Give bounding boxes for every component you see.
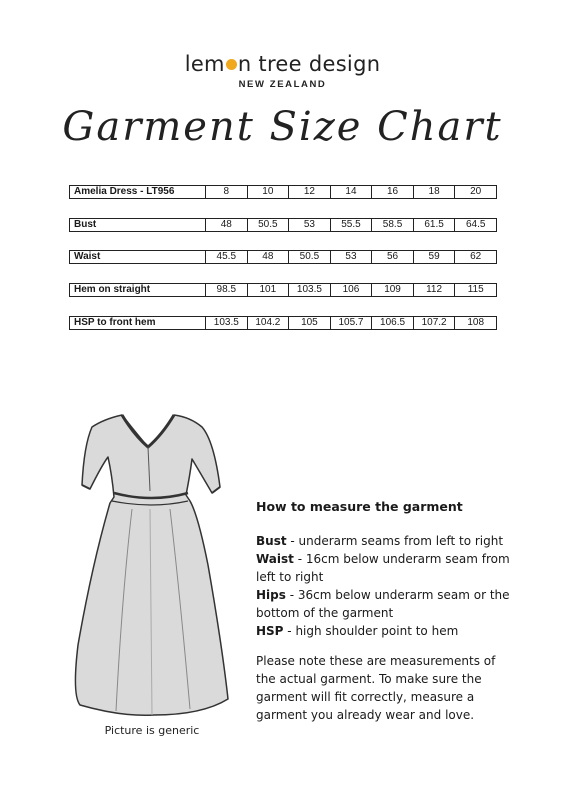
- value-cell: 105.7: [330, 317, 372, 330]
- brand-name: [0, 52, 565, 76]
- value-cell: 53: [289, 219, 331, 232]
- value-cell: 103.5: [206, 317, 248, 330]
- product-name-cell: Amelia Dress - LT956: [70, 186, 206, 199]
- value-cell: 45.5: [206, 251, 248, 264]
- lemon-dot-icon: [226, 59, 237, 70]
- value-cell: 59: [413, 251, 455, 264]
- value-cell: 50.5: [289, 251, 331, 264]
- value-cell: 106.5: [372, 317, 414, 330]
- size-cell: 18: [413, 186, 455, 199]
- value-cell: 61.5: [413, 219, 455, 232]
- row-label: Waist: [70, 251, 206, 264]
- brand-name-part2: tree design: [258, 52, 381, 76]
- table-row: [70, 317, 497, 330]
- instructions-note: Please note these are measurements of the actual garment. To make sure the garment will fit correctly, measure a garment you already wear and love.: [256, 654, 496, 722]
- size-header-table: [69, 185, 497, 199]
- instruction-text: - underarm seams from left to right: [286, 534, 504, 548]
- table-row: [70, 284, 497, 297]
- size-cell: 14: [330, 186, 372, 199]
- hsp-table: [69, 316, 497, 330]
- instruction-term: Hips: [256, 588, 286, 602]
- brand-logo: [0, 52, 565, 90]
- table-row: [70, 219, 497, 232]
- instruction-term: HSP: [256, 624, 284, 638]
- size-cell: 10: [247, 186, 289, 199]
- brand-name-part1: lem n: [184, 52, 252, 76]
- value-cell: 106: [330, 284, 372, 297]
- instruction-term: Waist: [256, 552, 294, 566]
- value-cell: 101: [247, 284, 289, 297]
- size-cell: 16: [372, 186, 414, 199]
- row-label: Hem on straight: [70, 284, 206, 297]
- value-cell: 50.5: [247, 219, 289, 232]
- row-label: HSP to front hem: [70, 317, 206, 330]
- waist-table: [69, 250, 497, 264]
- value-cell: 58.5: [372, 219, 414, 232]
- size-cell: 20: [455, 186, 497, 199]
- value-cell: 103.5: [289, 284, 331, 297]
- hem-table: [69, 283, 497, 297]
- value-cell: 62: [455, 251, 497, 264]
- value-cell: 107.2: [413, 317, 455, 330]
- size-cell: 8: [206, 186, 248, 199]
- dress-illustration-icon: [62, 405, 242, 725]
- size-cell: 12: [289, 186, 331, 199]
- instructions-heading: How to measure the garment: [256, 499, 463, 514]
- value-cell: 48: [206, 219, 248, 232]
- value-cell: 55.5: [330, 219, 372, 232]
- value-cell: 64.5: [455, 219, 497, 232]
- brand-subtitle: NEW ZEALAND: [238, 79, 327, 90]
- instruction-text: - 16cm below underarm seam from left to right: [256, 552, 510, 584]
- value-cell: 105: [289, 317, 331, 330]
- image-caption: Picture is generic: [104, 724, 200, 737]
- instruction-item: [256, 586, 518, 622]
- value-cell: 98.5: [206, 284, 248, 297]
- measuring-instructions: [256, 498, 518, 724]
- page-title: Garment Size Chart: [62, 104, 503, 150]
- instruction-item: [256, 622, 518, 640]
- bust-table: [69, 218, 497, 232]
- value-cell: 48: [247, 251, 289, 264]
- row-label: Bust: [70, 219, 206, 232]
- value-cell: 53: [330, 251, 372, 264]
- table-row: [70, 251, 497, 264]
- value-cell: 112: [413, 284, 455, 297]
- instruction-item: [256, 550, 518, 586]
- instruction-item: [256, 532, 518, 550]
- value-cell: 104.2: [247, 317, 289, 330]
- value-cell: 56: [372, 251, 414, 264]
- value-cell: 108: [455, 317, 497, 330]
- value-cell: 115: [455, 284, 497, 297]
- value-cell: 109: [372, 284, 414, 297]
- instruction-text: - high shoulder point to hem: [283, 624, 459, 638]
- instruction-text: - 36cm below underarm seam or the bottom of the garment: [256, 588, 510, 620]
- table-header-row: [70, 186, 497, 199]
- instruction-term: Bust: [256, 534, 287, 548]
